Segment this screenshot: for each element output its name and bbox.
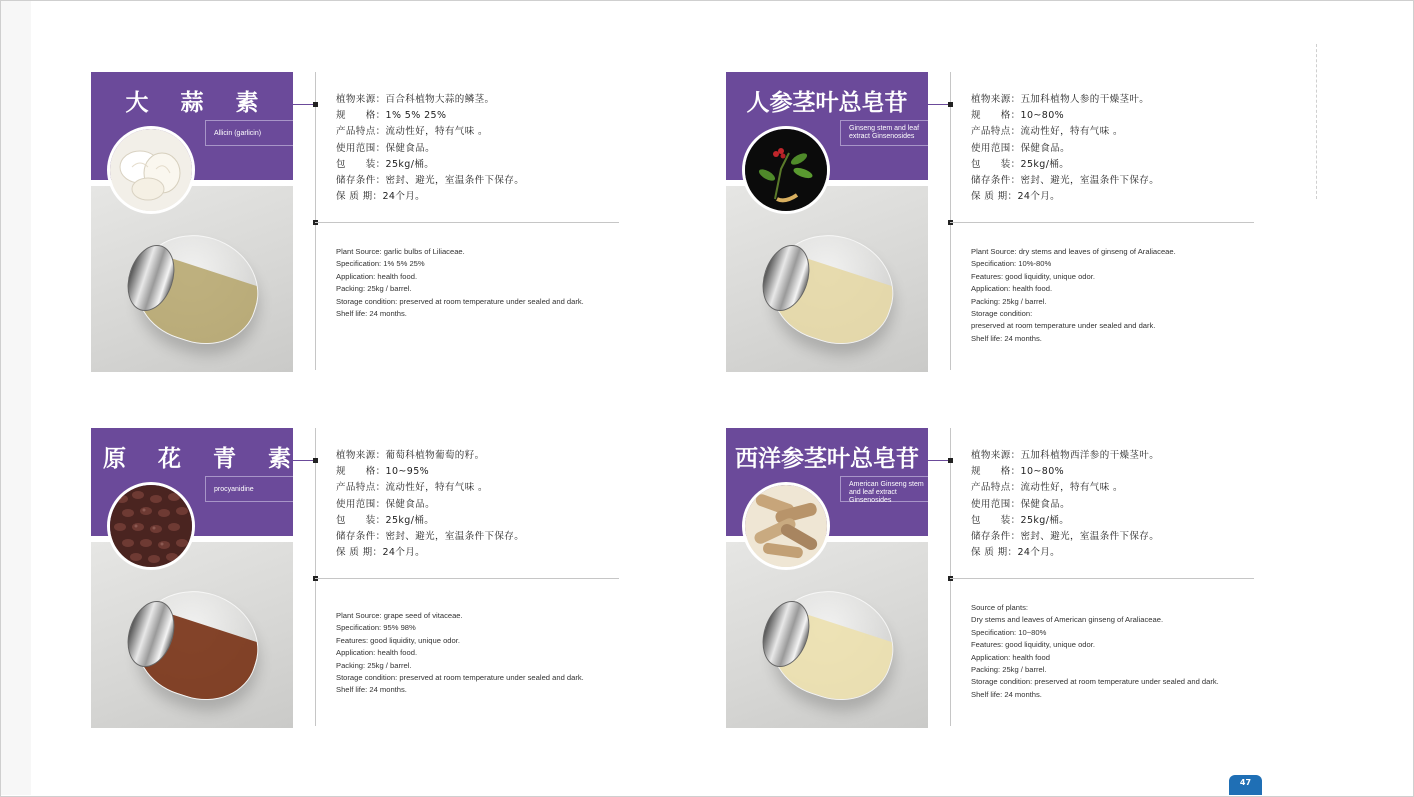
- product-panel-allicin: [91, 72, 631, 372]
- product-subtitle: procyanidine: [205, 476, 293, 502]
- product-photo: [91, 186, 293, 372]
- marker-dot: [313, 102, 318, 107]
- jar-image: [764, 582, 896, 700]
- spec-cn: 植物来源：葡萄科植物葡萄的籽。 规 格：10~95% 产品特点：流动性好，特有气味 。 使用范围：保健食品。 包 装：25kg/桶。 储存条件：密封、避光，室温条件下保存。 保 质 期：24个月。: [336, 450, 525, 559]
- product-title: 原 花 青 素: [103, 446, 304, 472]
- jar-image: [129, 582, 261, 700]
- connector-line: [293, 104, 315, 105]
- page-gutter: [1, 1, 31, 795]
- spec-cn: 植物来源：百合科植物大蒜的鳞茎。 规 格：1% 5% 25% 产品特点：流动性好，特有气味 。 使用范围：保健食品。 包 装：25kg/桶。 储存条件：密封、避光，室温条件下保存。 保 质 期：24个月。: [336, 94, 525, 203]
- marker-dot: [948, 102, 953, 107]
- product-title: 大 蒜 素: [125, 90, 271, 116]
- product-subtitle: Allicin (garlicin): [205, 120, 293, 146]
- connector-line: [928, 460, 950, 461]
- american-ginseng-root-image: [742, 482, 830, 570]
- divider-horizontal: [315, 222, 619, 223]
- jar-image: [764, 226, 896, 344]
- spec-en: Plant Source: garlic bulbs of Liliaceae. Specification: 1% 5% 25% Application: health food. Packing: 25kg / barrel. Storage condition: preserved at room temperature under sealed and dark. Shelf life: 24 months.: [336, 247, 584, 319]
- spec-cn: 植物来源：五加科植物人参的干燥茎叶。 规 格：10~80% 产品特点：流动性好，特有气味 。 使用范围：保健食品。 包 装：25kg/桶。 储存条件：密封、避光，室温条件下保存。 保 质 期：24个月。: [971, 94, 1160, 203]
- spec-cn: 植物来源：五加科植物西洋参的干燥茎叶。 规 格：10~80% 产品特点：流动性好，特有气味 。 使用范围：保健食品。 包 装：25kg/桶。 储存条件：密封、避光，室温条件下保存。 保 质 期：24个月。: [971, 450, 1160, 559]
- connector-line: [928, 104, 950, 105]
- jar-image: [129, 226, 261, 344]
- garlic-image: [107, 126, 195, 214]
- product-subtitle: Ginseng stem and leaf extract Ginsenosides: [840, 120, 928, 146]
- page-number: 47: [1229, 775, 1262, 795]
- marker-dot: [313, 458, 318, 463]
- product-panel-ginsenosides: [726, 72, 1266, 372]
- spec-en: Source of plants: Dry stems and leaves of American ginseng of Araliaceae. Specification: 10~80% Features: good liquidity, unique odor. Application: health food Packing: 25kg / barrel. Storage condition: preserved at room temperature under sealed and dark. Shelf life: 24 months.: [971, 603, 1219, 699]
- divider-horizontal: [950, 578, 1254, 579]
- product-photo: [91, 542, 293, 728]
- dashed-rule: [1316, 44, 1317, 199]
- product-subtitle: American Ginseng stem and leaf extract Ginsenosides: [840, 476, 928, 502]
- divider-horizontal: [950, 222, 1254, 223]
- product-title: 西洋参茎叶总皂苷: [735, 446, 919, 472]
- product-panel-american-ginsenosides: [726, 428, 1266, 728]
- product-photo: [726, 542, 928, 728]
- ginseng-plant-image: [742, 126, 830, 214]
- product-photo: [726, 186, 928, 372]
- spec-en: Plant Source: grape seed of vitaceae. Specification: 95% 98% Features: good liquidity, unique odor. Application: health food. Packing: 25kg / barrel. Storage condition: preserved at room temperature under sealed and dark. Shelf life: 24 months.: [336, 611, 584, 695]
- divider-horizontal: [315, 578, 619, 579]
- marker-dot: [948, 458, 953, 463]
- product-panel-procyanidine: [91, 428, 631, 728]
- grape-seed-image: [107, 482, 195, 570]
- connector-line: [293, 460, 315, 461]
- product-title: 人参茎叶总皂苷: [746, 90, 908, 116]
- spec-en: Plant Source: dry stems and leaves of ginseng of Araliaceae. Specification: 10%-80% Features: good liquidity, unique odor. Application: health food. Packing: 25kg / barrel. Storage condition: preserved at room temperature under sealed and dark. Shelf life: 24 months.: [971, 247, 1176, 343]
